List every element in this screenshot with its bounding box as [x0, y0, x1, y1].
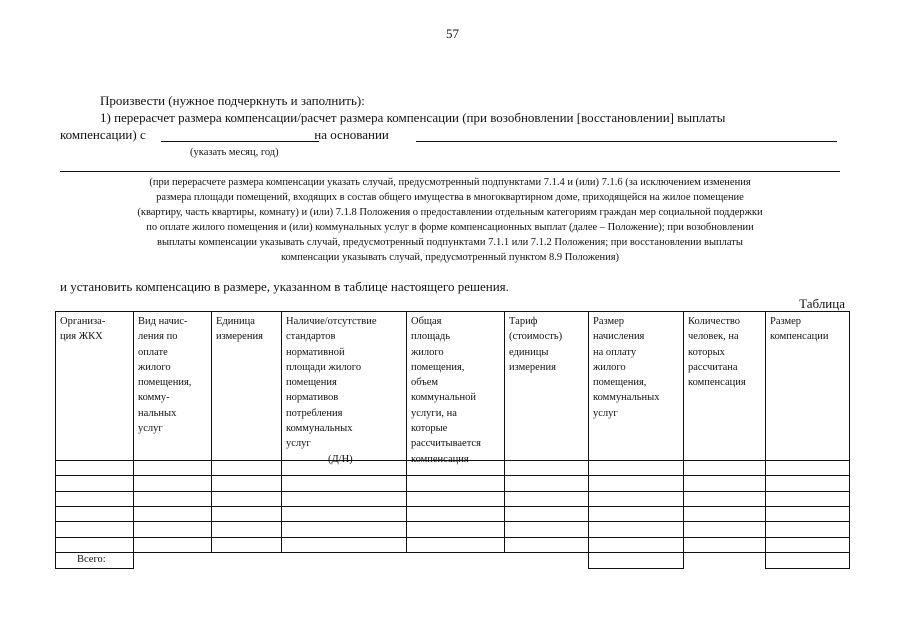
- header-line: услуг: [286, 438, 311, 450]
- header-line: нормативной: [286, 346, 345, 358]
- basis-field[interactable]: [416, 141, 837, 142]
- total-row-line: [849, 552, 850, 569]
- case-note: [60, 175, 840, 266]
- header-line: жилого: [593, 361, 626, 373]
- page-number: 57: [446, 26, 459, 41]
- set-compensation-text: и установить компенсацию в размере, указанном в таблице настоящего решения.: [60, 279, 509, 294]
- header-line: услуг: [138, 423, 163, 435]
- header-line: площадь: [411, 331, 450, 343]
- header-line: услуги, на: [411, 407, 457, 419]
- header-line: стандартов: [286, 331, 336, 343]
- total-label: Всего:: [77, 554, 106, 565]
- total-row-line: [765, 568, 850, 569]
- header-line: Количество: [688, 316, 741, 327]
- column-header: [216, 314, 263, 345]
- total-row-line: [55, 552, 56, 569]
- header-line: измерения: [509, 361, 556, 373]
- header-line: которых: [688, 346, 725, 358]
- header-line: компенсация: [688, 377, 746, 389]
- header-line: человек, на: [688, 331, 739, 343]
- header-line: помещения,: [411, 361, 465, 373]
- total-row-line: [588, 552, 589, 569]
- table-border-top: [55, 311, 850, 312]
- header-line: измерения: [216, 331, 263, 343]
- header-line: рассчитывается: [411, 438, 481, 450]
- table-column-line: [765, 311, 766, 553]
- month-year-field[interactable]: [161, 141, 319, 142]
- column-header: [60, 314, 105, 345]
- header-line: которые: [411, 423, 448, 435]
- header-line: нальных: [138, 407, 177, 419]
- basis-label: на основании: [314, 127, 389, 142]
- total-row-line: [133, 552, 134, 569]
- table-column-line: [406, 311, 407, 553]
- header-line: нормативов: [286, 392, 339, 404]
- table-row-line: [55, 537, 850, 538]
- header-line: Размер: [770, 316, 802, 327]
- table-column-line: [133, 311, 134, 553]
- table-row-line: [55, 521, 850, 522]
- header-line: помещения,: [593, 377, 647, 389]
- total-row-line: [765, 552, 766, 569]
- header-line: Организа-: [60, 316, 106, 327]
- header-line: Вид начис-: [138, 316, 188, 327]
- total-row-line: [55, 568, 134, 569]
- header-line: компенсация: [411, 453, 469, 465]
- header-line: ления по: [138, 331, 178, 343]
- column-header: [286, 314, 376, 467]
- note-line: выплаты компенсации указывать случай, предусмотренный подпунктами 7.1.1 или 7.1.2 Положения; при восстановлении выплаты: [157, 237, 743, 249]
- option-1-text: 1) перерасчет размера компенсации/расчет размера компенсации (при возобновлении [восстановлении] выплаты: [100, 110, 726, 125]
- total-row-line: [683, 552, 684, 569]
- table-column-line: [849, 311, 850, 553]
- header-line: рассчитана: [688, 361, 738, 373]
- column-header: [411, 314, 481, 467]
- total-row-line: [588, 568, 684, 569]
- header-line: Общая: [411, 316, 442, 327]
- header-line: (стоимость): [509, 331, 563, 343]
- header-line: коммунальной: [411, 392, 477, 404]
- case-field[interactable]: [60, 171, 840, 172]
- table-label: Таблица: [799, 296, 845, 311]
- column-header: [688, 314, 746, 390]
- header-line: Тариф: [509, 316, 538, 327]
- header-line: (Д/Н): [328, 453, 353, 465]
- note-line: компенсации указывать случай, предусмотренный пунктом 8.9 Положения): [280, 252, 620, 264]
- note-line: (при перерасчете размера компенсации указать случай, предусмотренный подпунктами 7.1.4 и (или) 7.1.6 (за исключением изменения: [149, 177, 751, 188]
- header-line: помещения,: [138, 377, 192, 389]
- table-column-line: [504, 311, 505, 553]
- header-line: компенсации: [770, 331, 829, 343]
- header-line: Единица: [216, 316, 255, 327]
- header-line: начисления: [593, 331, 645, 343]
- header-line: жилого: [411, 346, 444, 358]
- header-line: Наличие/отсутствие: [286, 316, 377, 327]
- header-line: на оплату: [593, 346, 637, 358]
- table-column-line: [683, 311, 684, 553]
- header-line: коммунальных: [593, 392, 660, 404]
- table-row-line: [55, 552, 850, 553]
- table-column-line: [588, 311, 589, 553]
- instruction-heading: Произвести (нужное подчеркнуть и заполнить):: [100, 93, 365, 108]
- header-line: оплате: [138, 346, 168, 358]
- note-line: (квартиру, часть квартиры, комнату) и (или) 7.1.8 Положения о предоставлении отдельным категориям граждан мер социальной поддержки: [137, 207, 763, 219]
- header-line: единицы: [509, 346, 549, 358]
- column-header: [509, 314, 562, 375]
- table-column-line: [281, 311, 282, 553]
- column-header: [770, 314, 828, 345]
- header-line: ция ЖКХ: [60, 331, 103, 343]
- column-header: [138, 314, 191, 436]
- header-line: коммунальных: [286, 423, 353, 435]
- header-line: Размер: [593, 316, 625, 327]
- header-line: потребления: [286, 407, 343, 419]
- header-line: площади жилого: [286, 361, 362, 373]
- month-year-hint: (указать месяц, год): [190, 147, 279, 158]
- table-row-line: [55, 491, 850, 492]
- since-label: компенсации) с: [60, 127, 146, 142]
- table-row-line: [55, 475, 850, 476]
- note-line: размера площади помещений, входящих в состав общего имущества в многоквартирном доме, приходящейся на жилое помещение: [156, 192, 744, 204]
- header-line: комму-: [138, 392, 170, 404]
- header-line: объем: [411, 377, 439, 389]
- header-line: жилого: [138, 361, 171, 373]
- column-header: [593, 314, 659, 421]
- table-column-line: [55, 311, 56, 553]
- table-row-line: [55, 506, 850, 507]
- table-column-line: [211, 311, 212, 553]
- header-line: услуг: [593, 407, 618, 419]
- note-line: по оплате жилого помещения и (или) коммунальных услуг в форме компенсационных выплат (далее – Положение); при возобновлении: [146, 222, 754, 234]
- header-line: помещения: [286, 377, 337, 389]
